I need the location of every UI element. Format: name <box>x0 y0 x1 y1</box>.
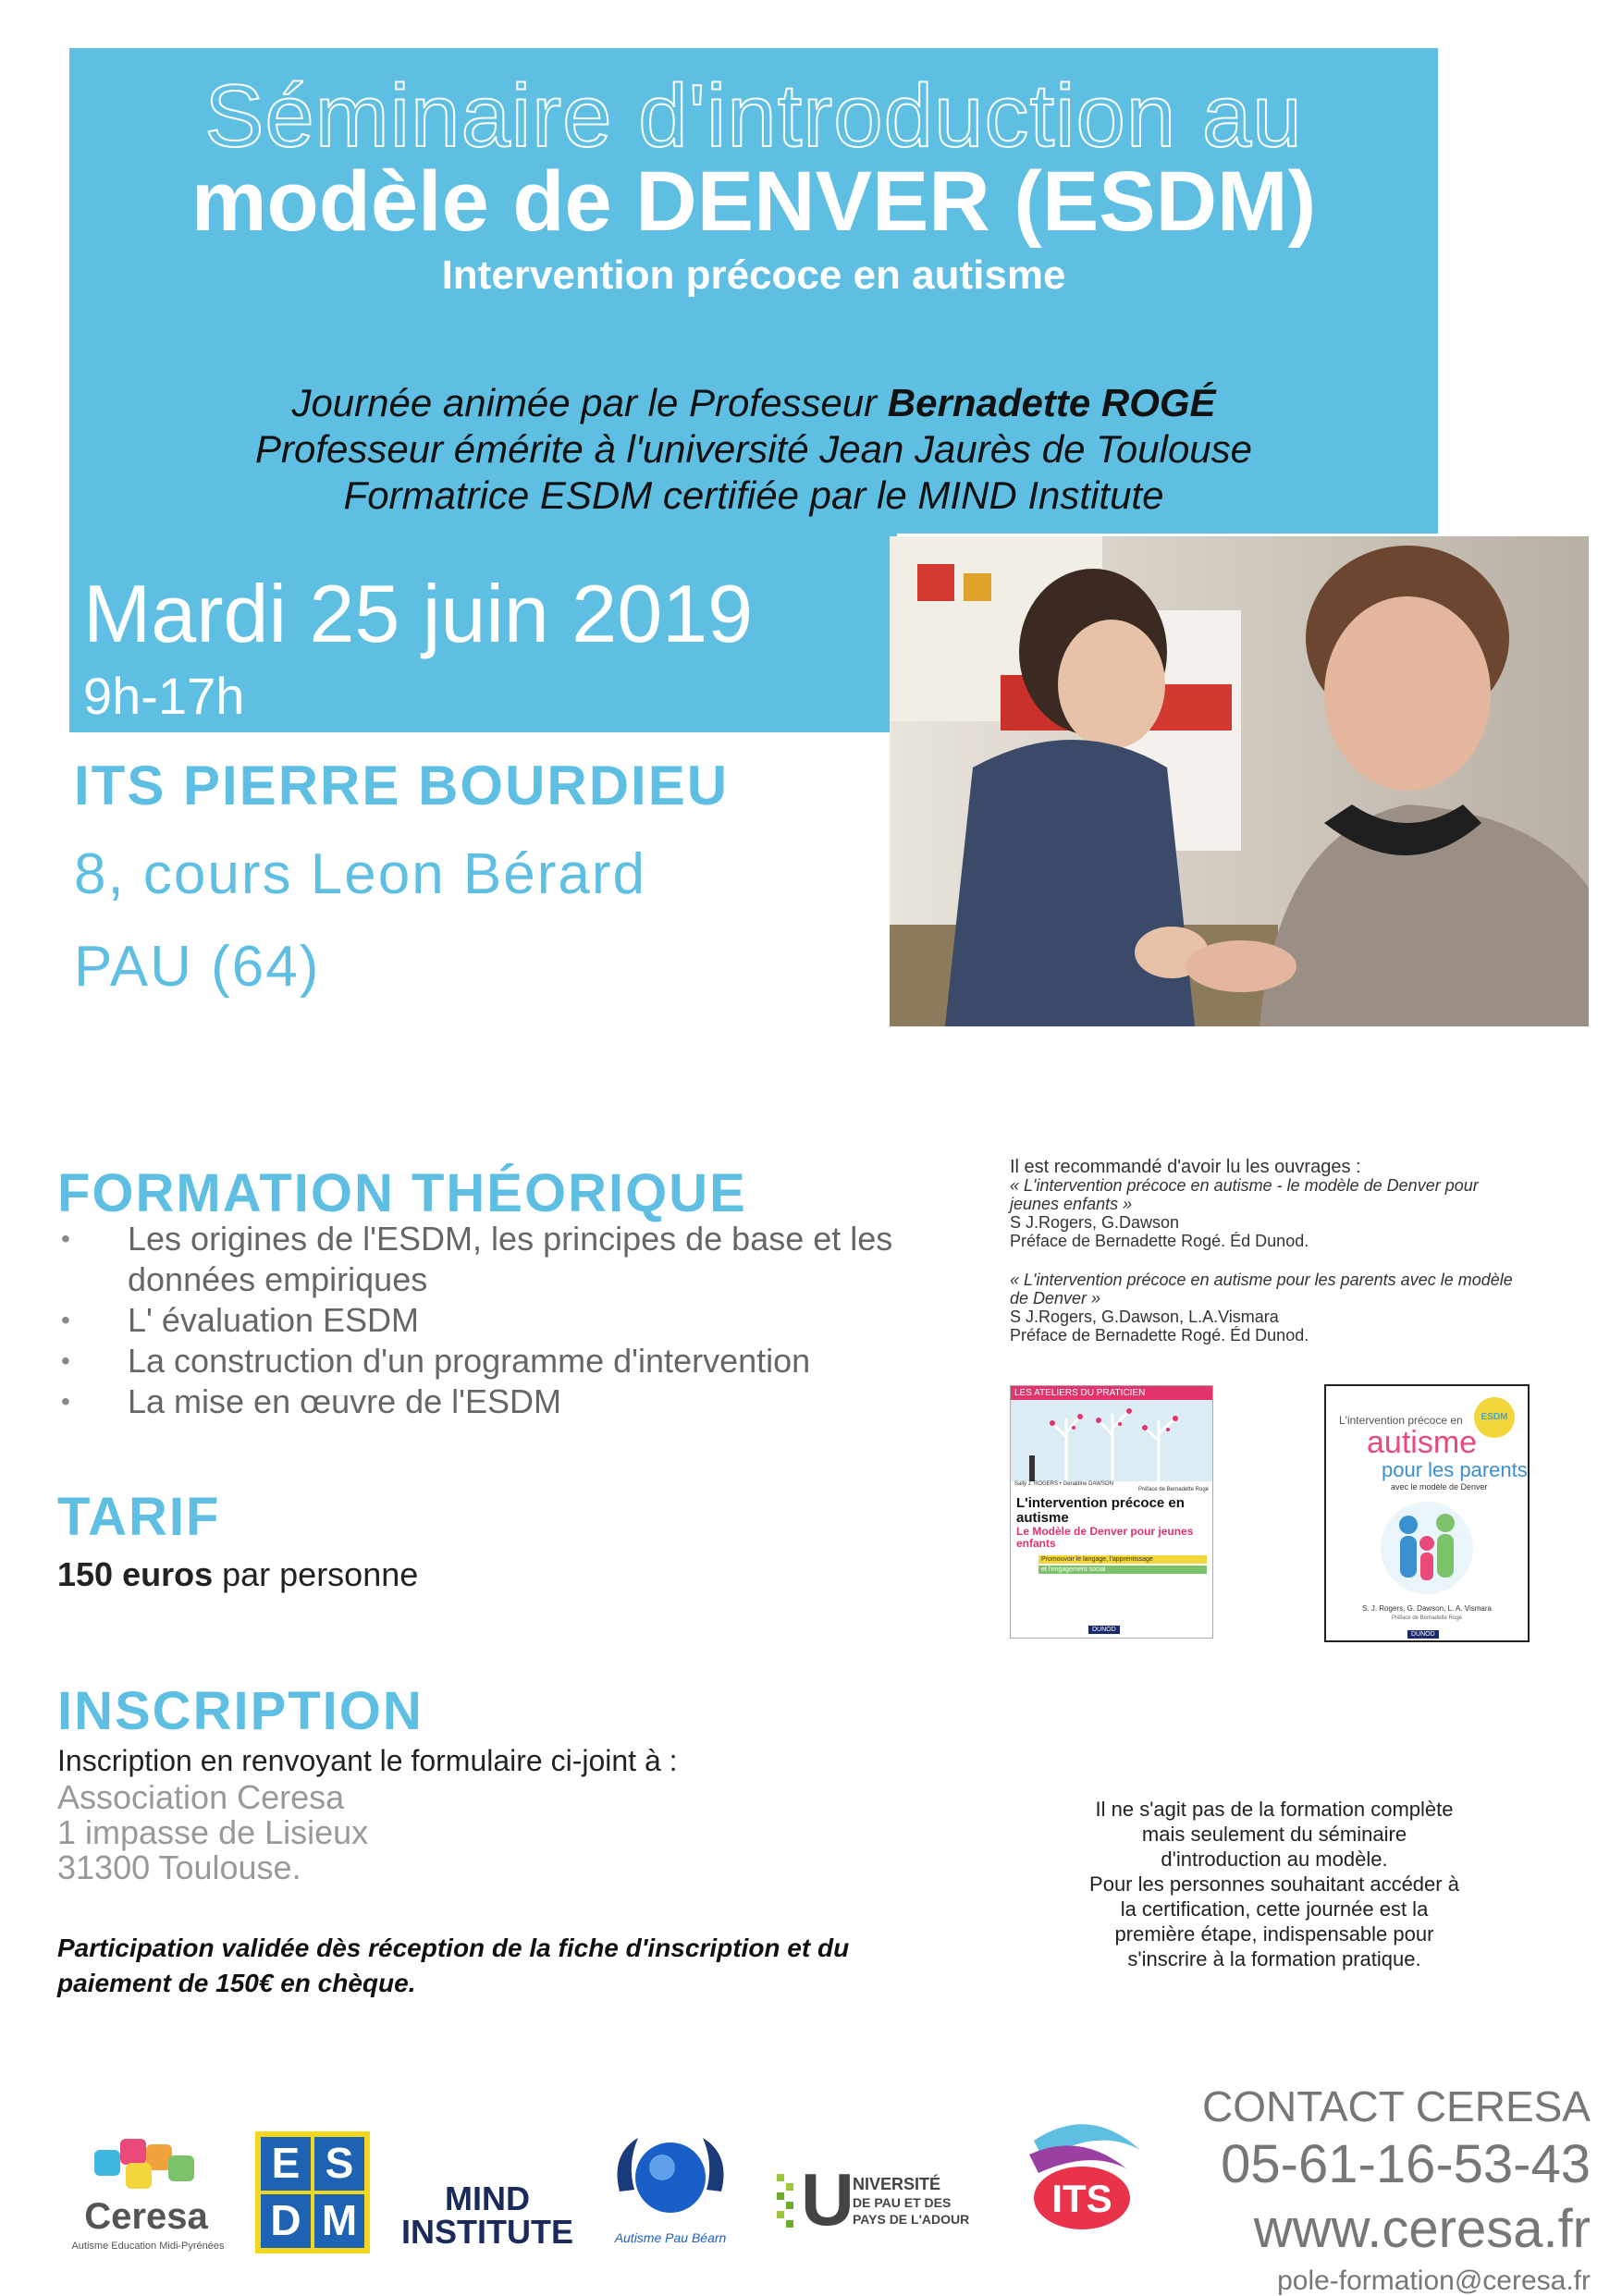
note-line: mais seulement du séminaire <box>1141 1823 1407 1846</box>
event-hours: 9h-17h <box>83 667 245 725</box>
inscription-address-line: Association Ceresa <box>57 1778 345 1816</box>
mind-line2: INSTITUTE <box>401 2213 573 2251</box>
esdm-logo <box>255 2131 370 2253</box>
inscription-heading: INSCRIPTION <box>57 1681 424 1741</box>
esdm-letter: D <box>261 2194 311 2248</box>
tarif-heading: TARIF <box>57 1487 221 1547</box>
esdm-letter: M <box>314 2194 364 2248</box>
universite-pau-logo <box>775 2158 988 2242</box>
biblio-book2-authors: S J.Rogers, G.Dawson, L.A.Vismara <box>1010 1308 1279 1326</box>
mind-institute-logo <box>399 2179 575 2251</box>
book2-publisher: DUNOD <box>1407 1630 1439 1639</box>
formation-heading: FORMATION THÉORIQUE <box>57 1163 747 1223</box>
book1-publisher: DUNOD <box>1088 1626 1120 1634</box>
book1-tag1: Promouvoir le langage, l'apprentissage <box>1038 1555 1207 1564</box>
esdm-letter: S <box>314 2137 364 2191</box>
book2-badge: ESDM <box>1474 1397 1515 1438</box>
bullet: • <box>61 1387 70 1416</box>
book1-series: LES ATELIERS DU PRATICIEN <box>1011 1386 1212 1400</box>
note-line: s'inscrire à la formation pratique. <box>1127 1947 1421 1971</box>
venue-address: 8, cours Leon Bérard <box>74 842 647 906</box>
contact-phone[interactable]: 05-61-16-53-43 <box>1221 2134 1591 2194</box>
tarif-suffix: par personne <box>213 1555 419 1593</box>
venue-name: ITS PIERRE BOURDIEU <box>74 755 730 816</box>
bullet: • <box>61 1224 70 1253</box>
photo-child-and-professor <box>890 536 1589 1026</box>
biblio-book1-preface: Préface de Bernadette Rogé. Éd Dunod. <box>1010 1232 1309 1250</box>
pixel-squares-icon <box>775 2172 803 2237</box>
note-line: première étape, indispensable pour <box>1114 1922 1434 1946</box>
venue-city: PAU (64) <box>74 935 321 999</box>
book1-trees-illustration <box>1011 1400 1212 1481</box>
book1-tag2: et l'engagement social <box>1038 1565 1207 1574</box>
puzzle-icon <box>89 2131 200 2196</box>
note-line: la certification, cette journée est la <box>1120 1897 1429 1921</box>
book2-title-tail: avec le modèle de Denver <box>1391 1482 1488 1492</box>
inscription-address-line: 31300 Toulouse. <box>57 1848 301 1886</box>
title-line-3: Intervention précoce en autisme <box>441 252 1066 298</box>
biblio-intro: Il est recommandé d'avoir lu les ouvrages : <box>1010 1157 1361 1177</box>
bibliography <box>1010 1158 1528 1344</box>
note-line: Pour les personnes souhaitant accéder à <box>1089 1872 1459 1896</box>
univ-line3: PAYS DE L'ADOUR <box>853 2212 970 2227</box>
book1-subtitle: Le Modèle de Denver pour jeunes enfants <box>1016 1525 1194 1550</box>
mind-line1: MIND <box>445 2179 530 2217</box>
ceresa-name: Ceresa <box>84 2196 208 2237</box>
biblio-book1-title: « L'intervention précoce en autisme - le modèle de Denver pour jeunes enfants » <box>1010 1176 1479 1213</box>
its-logo <box>1025 2113 1145 2233</box>
univ-line1: NIVERSITÉ <box>853 2175 941 2193</box>
formation-list <box>57 1219 945 1422</box>
book-cover-2 <box>1324 1384 1530 1642</box>
book2-preface: Préface de Bernadette Rogé <box>1391 1615 1463 1621</box>
book1-title: L'intervention précoce en autisme <box>1016 1495 1185 1526</box>
book2-title-small: L'intervention précoce en <box>1339 1414 1463 1427</box>
inscription-intro: Inscription en renvoyant le formulaire ci-joint à : <box>57 1744 678 1777</box>
book2-title-mid: pour les parents <box>1382 1458 1528 1481</box>
globe-icon <box>601 2127 740 2228</box>
contact-website-link[interactable]: www.ceresa.fr <box>1253 2199 1591 2259</box>
biblio-book1-authors: S J.Rogers, G.Dawson <box>1010 1213 1180 1232</box>
speaker-prefix: Journée animée par le Professeur <box>291 381 888 424</box>
book2-authors: S. J. Rogers, G. Dawson, L. A. Vismara <box>1362 1604 1492 1613</box>
speaker-line-3: Formatrice ESDM certifiée par le MIND Institute <box>343 473 1164 517</box>
tarif-line <box>57 1555 419 1593</box>
book1-preface: Préface de Bernadette Rogé <box>1137 1487 1209 1492</box>
its-text: ITS <box>1051 2177 1112 2220</box>
book2-title-big: autisme <box>1367 1425 1478 1460</box>
note-line: d'introduction au modèle. <box>1161 1848 1388 1871</box>
contact-heading: CONTACT CERESA <box>1201 2082 1591 2130</box>
book2-family-illustration <box>1376 1497 1478 1599</box>
certification-note <box>1034 1797 1515 1971</box>
inscription-address-line: 1 impasse de Lisieux <box>57 1813 369 1851</box>
biblio-book2-title: « L'intervention précoce en autisme pour les parents avec le modèle de Denver » <box>1010 1271 1513 1308</box>
bullet: • <box>61 1306 70 1334</box>
contact-email-link[interactable]: pole-formation@ceresa.fr <box>1277 2265 1591 2296</box>
speaker-name: Bernadette ROGÉ <box>887 381 1216 424</box>
list-item: • L' évaluation ESDM <box>61 1301 420 1339</box>
tarif-amount: 150 euros <box>57 1555 214 1593</box>
bullet: • <box>61 1346 70 1375</box>
note-line: Il ne s'agit pas de la formation complète <box>1095 1798 1454 1821</box>
autisme-pau-text: Autisme Pau Béarn <box>614 2230 727 2245</box>
ceresa-logo <box>71 2131 225 2261</box>
title-line-1: Séminaire d'introduction au <box>204 67 1303 166</box>
speaker-line-1 <box>69 381 1438 424</box>
esdm-letter: E <box>261 2137 311 2191</box>
autisme-pau-bearn-logo <box>601 2127 740 2256</box>
speaker-line-2: Professeur émérite à l'université Jean Jaurès de Toulouse <box>254 427 1253 471</box>
list-item: • Les origines de l'ESDM, les principes de base et les données empiriques <box>61 1220 893 1298</box>
title-line-2: modèle de DENVER (ESDM) <box>190 154 1317 249</box>
list-item: • La construction d'un programme d'intervention <box>61 1342 811 1380</box>
univ-letter: U <box>801 2158 854 2241</box>
ceresa-tagline: Autisme Education Midi-Pyrénées <box>71 2241 225 2252</box>
biblio-book2-preface: Préface de Bernadette Rogé. Éd Dunod. <box>1010 1326 1309 1344</box>
event-date: Mardi 25 juin 2019 <box>83 568 754 659</box>
book-cover-1 <box>1010 1385 1213 1639</box>
participation-note: Participation validée dès réception de la fiche d'inscription et du paiement de 150€ en chèque. <box>57 1934 850 1997</box>
book1-authors: Sally J. ROGERS • Geraldine DAWSON <box>1014 1481 1113 1487</box>
univ-line2: DE PAU ET DES <box>853 2195 952 2210</box>
list-item: • La mise en œuvre de l'ESDM <box>61 1382 562 1420</box>
